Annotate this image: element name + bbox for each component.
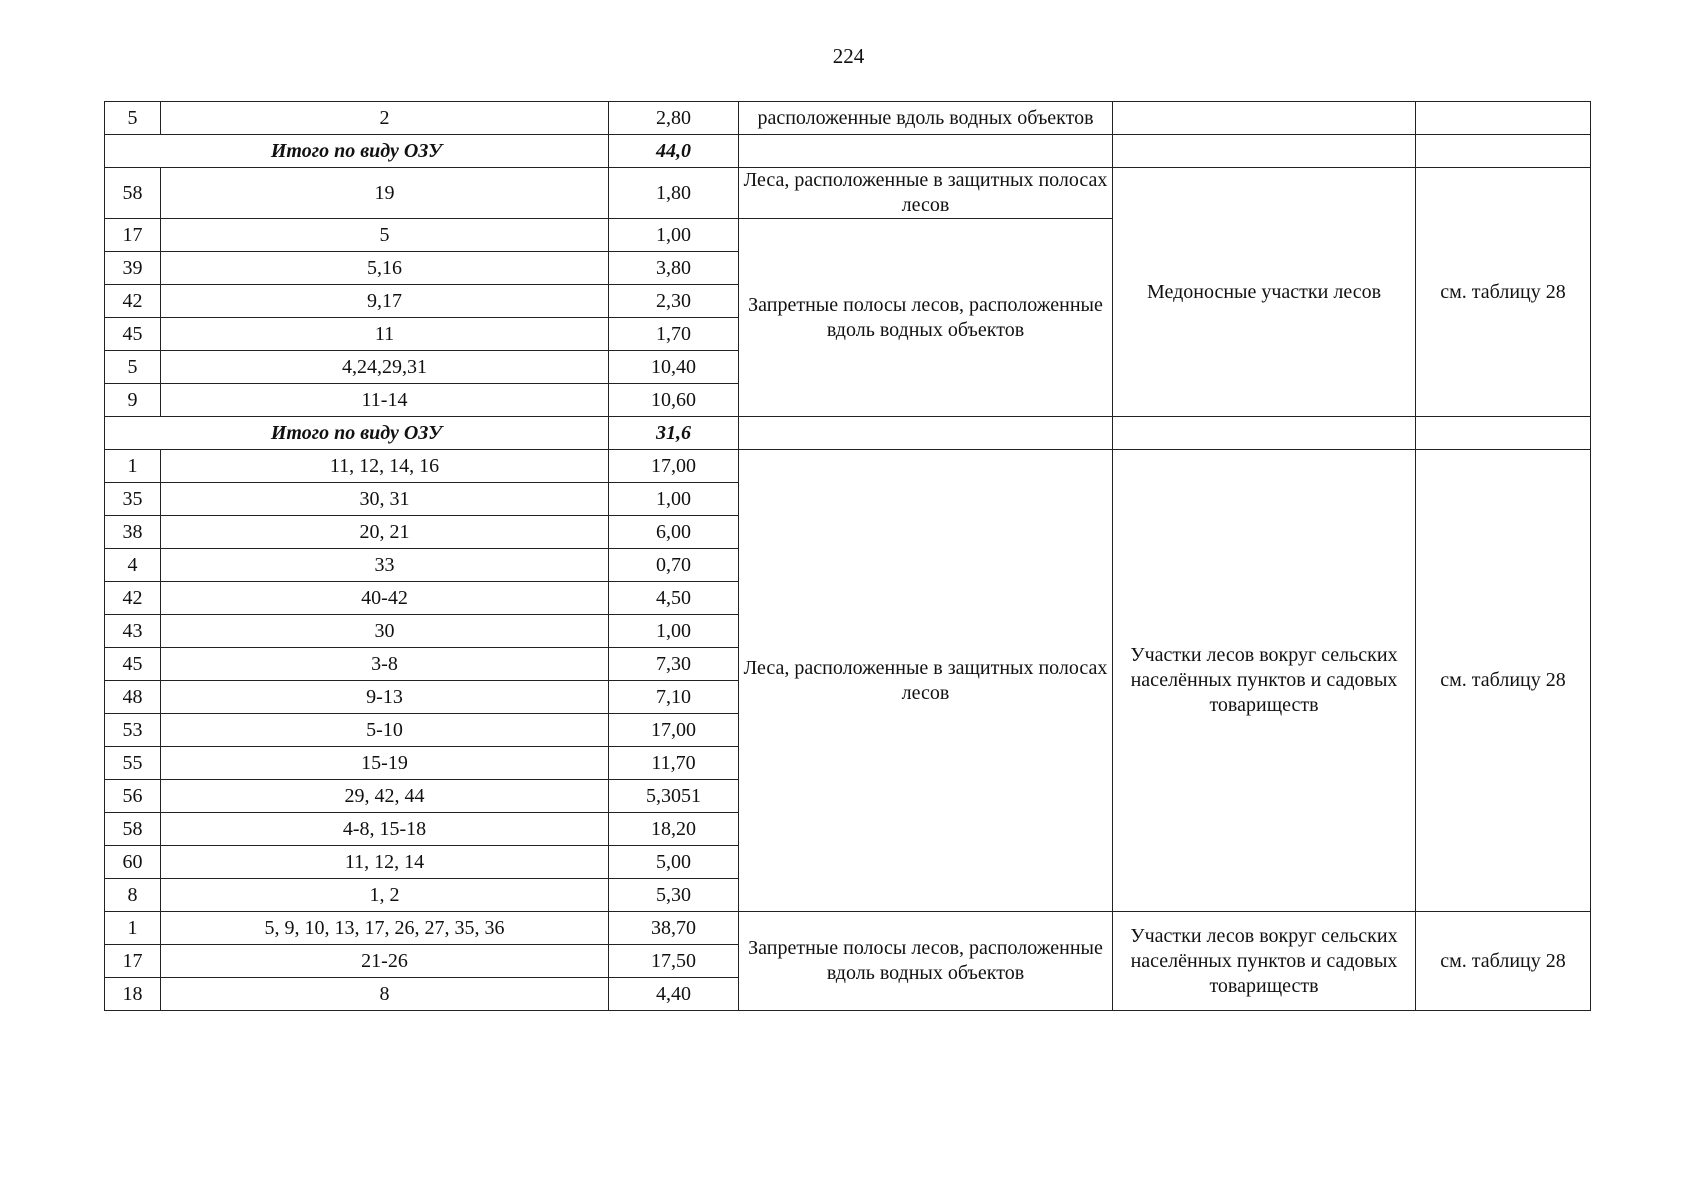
kvartal-cell: 5 [105, 351, 161, 384]
kvartal-cell: 58 [105, 813, 161, 846]
area-cell: 11,70 [609, 747, 739, 780]
area-cell: 7,10 [609, 681, 739, 714]
table-row [105, 102, 1591, 135]
ozu-type-cell: Участки лесов вокруг сельских населённых пунктов и садовых товариществ [1113, 912, 1416, 1011]
kvartal-cell: 56 [105, 780, 161, 813]
kvartal-cell: 42 [105, 285, 161, 318]
kvartal-cell: 1 [105, 912, 161, 945]
empty-cell [739, 135, 1113, 168]
empty-cell [1113, 135, 1416, 168]
total-label: Итого по виду ОЗУ [105, 135, 609, 168]
vydel-cell: 21-26 [161, 945, 609, 978]
empty-cell [1416, 135, 1591, 168]
kvartal-cell: 17 [105, 219, 161, 252]
kvartal-cell: 5 [105, 102, 161, 135]
kvartal-cell: 35 [105, 483, 161, 516]
total-row [105, 417, 1591, 450]
regime-cell [1416, 102, 1591, 135]
area-cell: 10,40 [609, 351, 739, 384]
ozu-type-cell: Медоносные участки лесов [1113, 168, 1416, 417]
area-cell: 5,30 [609, 879, 739, 912]
vydel-cell: 15-19 [161, 747, 609, 780]
kvartal-cell: 43 [105, 615, 161, 648]
area-cell: 1,00 [609, 219, 739, 252]
area-cell: 17,00 [609, 450, 739, 483]
vydel-cell: 4,24,29,31 [161, 351, 609, 384]
vydel-cell: 11-14 [161, 384, 609, 417]
kvartal-cell: 53 [105, 714, 161, 747]
vydel-cell: 5-10 [161, 714, 609, 747]
vydel-cell: 4-8, 15-18 [161, 813, 609, 846]
kvartal-cell: 55 [105, 747, 161, 780]
total-value: 31,6 [609, 417, 739, 450]
area-cell: 1,70 [609, 318, 739, 351]
empty-cell [1113, 417, 1416, 450]
vydel-cell: 5,16 [161, 252, 609, 285]
total-label: Итого по виду ОЗУ [105, 417, 609, 450]
area-cell: 7,30 [609, 648, 739, 681]
empty-cell [1416, 417, 1591, 450]
area-cell: 4,50 [609, 582, 739, 615]
regime-cell: см. таблицу 28 [1416, 168, 1591, 417]
kvartal-cell: 39 [105, 252, 161, 285]
area-cell: 1,00 [609, 483, 739, 516]
vydel-cell: 5, 9, 10, 13, 17, 26, 27, 35, 36 [161, 912, 609, 945]
category-cell: Леса, расположенные в защитных полосах лесов [739, 450, 1113, 912]
area-cell: 2,30 [609, 285, 739, 318]
empty-cell [739, 417, 1113, 450]
area-cell: 0,70 [609, 549, 739, 582]
area-cell: 2,80 [609, 102, 739, 135]
kvartal-cell: 1 [105, 450, 161, 483]
vydel-cell: 30, 31 [161, 483, 609, 516]
total-value: 44,0 [609, 135, 739, 168]
vydel-cell: 8 [161, 978, 609, 1011]
table-row [105, 168, 1591, 219]
vydel-cell: 11, 12, 14 [161, 846, 609, 879]
kvartal-cell: 45 [105, 318, 161, 351]
ozu-type-cell: Участки лесов вокруг сельских населённых пунктов и садовых товариществ [1113, 450, 1416, 912]
category-cell: Леса, расположенные в защитных полосах лесов [739, 168, 1113, 219]
regime-cell: см. таблицу 28 [1416, 450, 1591, 912]
kvartal-cell: 4 [105, 549, 161, 582]
kvartal-cell: 58 [105, 168, 161, 219]
vydel-cell: 3-8 [161, 648, 609, 681]
vydel-cell: 29, 42, 44 [161, 780, 609, 813]
vydel-cell: 20, 21 [161, 516, 609, 549]
vydel-cell: 33 [161, 549, 609, 582]
category-cell: Запретные полосы лесов, расположенные вдоль водных объектов [739, 912, 1113, 1011]
kvartal-cell: 48 [105, 681, 161, 714]
table-row [105, 912, 1591, 945]
kvartal-cell: 45 [105, 648, 161, 681]
vydel-cell: 5 [161, 219, 609, 252]
vydel-cell: 30 [161, 615, 609, 648]
area-cell: 17,50 [609, 945, 739, 978]
area-cell: 17,00 [609, 714, 739, 747]
area-cell: 4,40 [609, 978, 739, 1011]
vydel-cell: 11, 12, 14, 16 [161, 450, 609, 483]
vydel-cell: 19 [161, 168, 609, 219]
kvartal-cell: 60 [105, 846, 161, 879]
page-number: 224 [832, 44, 865, 68]
vydel-cell: 40-42 [161, 582, 609, 615]
area-cell: 5,3051 [609, 780, 739, 813]
vydel-cell: 1, 2 [161, 879, 609, 912]
area-cell: 18,20 [609, 813, 739, 846]
vydel-cell: 11 [161, 318, 609, 351]
area-cell: 1,80 [609, 168, 739, 219]
ozu-type-cell [1113, 102, 1416, 135]
total-row [105, 135, 1591, 168]
category-cell: расположенные вдоль водных объектов [739, 102, 1113, 135]
vydel-cell: 2 [161, 102, 609, 135]
kvartal-cell: 18 [105, 978, 161, 1011]
area-cell: 5,00 [609, 846, 739, 879]
regime-cell: см. таблицу 28 [1416, 912, 1591, 1011]
area-cell: 38,70 [609, 912, 739, 945]
kvartal-cell: 17 [105, 945, 161, 978]
area-cell: 6,00 [609, 516, 739, 549]
table-row [105, 450, 1591, 483]
kvartal-cell: 38 [105, 516, 161, 549]
vydel-cell: 9-13 [161, 681, 609, 714]
category-cell: Запретные полосы лесов, расположенные вдоль водных объектов [739, 219, 1113, 417]
vydel-cell: 9,17 [161, 285, 609, 318]
area-cell: 3,80 [609, 252, 739, 285]
kvartal-cell: 8 [105, 879, 161, 912]
ozu-table [104, 101, 1591, 1011]
kvartal-cell: 9 [105, 384, 161, 417]
kvartal-cell: 42 [105, 582, 161, 615]
area-cell: 10,60 [609, 384, 739, 417]
area-cell: 1,00 [609, 615, 739, 648]
